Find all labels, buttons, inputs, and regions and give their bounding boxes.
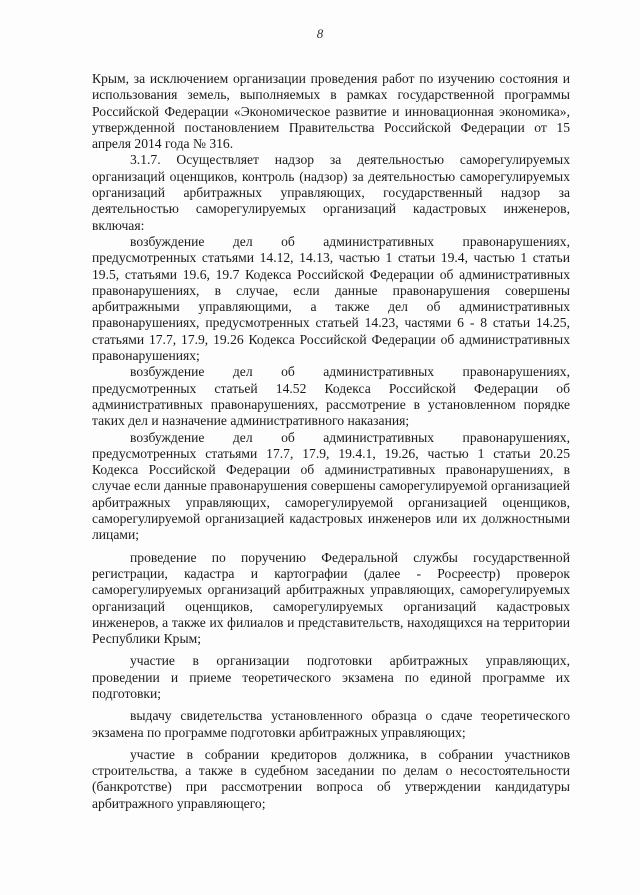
paragraph-list-item: возбуждение дел об административных правонарушениях, предусмотренных статьями 14.12, 14.13, частью 1 статьи 19.4, частью 1 статьи 19.5, статьями 19.6, 19.7 Кодекса Российской Федерации об административных правонарушениях, в случае, если данные правонарушения совершены арбитражными управляющими, а также дел об административных правонарушениях, предусмотренных статьей 14.23, частями 6 - 8 статьи 14.25, статьями 17.7, 17.9, 19.26 Кодекса Российской Федерации об административных правонарушениях; [92, 233, 570, 364]
paragraph-section-3-1-7: 3.1.7. Осуществляет надзор за деятельностью саморегулируемых организаций оценщиков, контроль (надзор) за деятельностью саморегулируемых организаций арбитражных управляющих, государственный надзор за деятельностью саморегулируемых организаций кадастровых инженеров, включая: [92, 152, 570, 233]
paragraph-list-item: проведение по поручению Федеральной службы государственной регистрации, кадастра и картографии (далее - Росреестр) проверок саморегулируемых организаций арбитражных управляющих, саморегулируемых организаций оценщиков, саморегулируемых организаций кадастровых инженеров, а также их филиалов и представительств, находящихся на территории Республики Крым; [92, 549, 570, 647]
paragraph-list-item: возбуждение дел об административных правонарушениях, предусмотренных статьей 14.52 Кодекса Российской Федерации об административных правонарушениях, рассмотрение в установленном порядке таких дел и назначение административного наказания; [92, 364, 570, 429]
paragraph-list-item: участие в организации подготовки арбитражных управляющих, проведении и приеме теоретического экзамена по единой программе их подготовки; [92, 653, 570, 701]
document-body [92, 71, 570, 812]
page-number: 8 [316, 26, 324, 41]
paragraph-list-item: выдачу свидетельства установленного образца о сдаче теоретического экзамена по программе подготовки арбитражных управляющих; [92, 708, 570, 740]
paragraph-continuation: Крым, за исключением организации проведения работ по изучению состояния и использования земель, выполняемых в рамках государственной программы Российской Федерации «Экономическое развитие и инновационная экономика», утвержденной постановлением Правительства Российской Федерации от 15 апреля 2014 года № 316. [92, 71, 570, 152]
paragraph-list-item: возбуждение дел об административных правонарушениях, предусмотренных статьями 17.7, 17.9, 19.4.1, 19.26, частью 1 статьи 20.25 Кодекса Российской Федерации об административных правонарушениях, в случае если данные правонарушения совершены саморегулируемой организацией арбитражных управляющих, саморегулируемой организацией оценщиков, саморегулируемой организацией кадастровых инженеров или их должностными лицами; [92, 429, 570, 543]
paragraph-list-item: участие в собрании кредиторов должника, в собрании участников строительства, а также в судебном заседании по делам о несостоятельности (банкротстве) при рассмотрении вопроса об утверждении кандидатуры арбитражного управляющего; [92, 746, 570, 811]
